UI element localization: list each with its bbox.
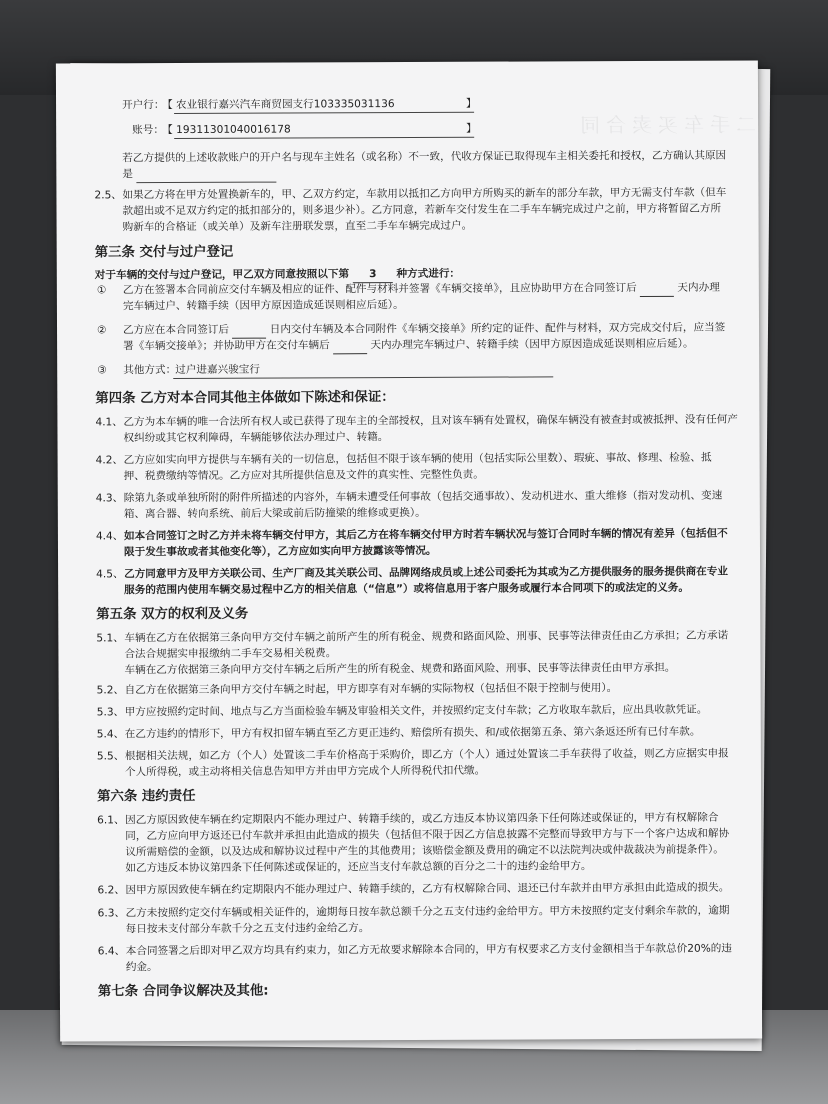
clause-4-5-line1: 乙方同意甲方及甲方关联公司、生产厂商及其关联公司、品牌网络成员或上述公司委托为其或为乙方提供服务的服务提供商在专业 xyxy=(124,565,728,581)
article-6-title: 第六条 违约责任 xyxy=(97,788,196,805)
contract-page xyxy=(56,60,762,1041)
clause-number: 5.1、 xyxy=(96,632,124,645)
clause-6-3-line1: 乙方未按照约定交付车辆或相关证件的，逾期每日按车款总额千分之五支付违约金给甲方。甲方未按照约定支付剩余车款的，逾期 xyxy=(125,904,730,920)
option-2-text2-end: 天内办理完车辆过户、转籍手续（因甲方原因造成延误则相应后延）。 xyxy=(370,337,694,352)
clause-number: 4.1、 xyxy=(95,416,123,429)
option-1-line1 xyxy=(123,281,720,300)
clause-5-2-line1: 自乙方在依据第三条向甲方交付车辆之时起，甲方即享有对车辆的实际物权（包括但不限于控制与使用）。 xyxy=(124,682,618,697)
clause-6-1-line4: 如乙方违反本协议第四条下任何陈述或保证的，还应当支付车款总额的百分之二十的违约金给甲方。 xyxy=(125,860,592,875)
clause-number: 6.4、 xyxy=(97,945,126,958)
account-note-line1: 若乙方提供的上述收款账户的开户名与现车主姓名（或名称）不一致，代收方保证已取得现车主相关委托和授权，乙方确认其原因 xyxy=(122,149,727,165)
clause-6-1-line2: 同，乙方应向甲方返还已付车款并承担由此造成的损失（包括但不限于因乙方信息披露不完整而导致甲方与下一个客户达成和解协 xyxy=(125,827,730,843)
clause-number: 6.2、 xyxy=(97,884,125,897)
clause-2-5-line2: 款超出或不足双方约定的抵扣部分的，则多退少补）。乙方同意，若新车交付发生在二手车车辆完成过户之前，甲方将暂留乙方所 xyxy=(122,202,722,218)
clause-4-5-line2: 服务的范围内使用车辆交易过程中乙方的相关信息（“信息”）或将信息用于客户服务或履行本合同项下的或法定的义务。 xyxy=(124,581,689,597)
clause-number: 2.5、 xyxy=(94,189,122,202)
article-5-title: 第五条 双方的权利及义务 xyxy=(96,606,249,623)
clause-5-4-line1: 在乙方违约的情形下，甲方有权扣留车辆直至乙方更正违约、赔偿所有损失、和/或依据第五条、第六条返还所有已付车款。 xyxy=(124,725,701,741)
article-4-title: 第四条 乙方对本合同其他主体做如下陈述和保证： xyxy=(95,390,395,407)
bank-close-bracket: 】 xyxy=(466,97,477,110)
option-1-marker: ① xyxy=(96,284,107,297)
reason-underline xyxy=(136,182,276,184)
article-3-title: 第三条 交付与过户登记 xyxy=(94,244,234,261)
show-through-text: 二手车买卖合同 xyxy=(574,112,757,138)
clause-4-4-line2: 限于发生事故或者其他变化等），乙方应如实向甲方披露该等情况。 xyxy=(123,544,437,559)
clause-5-5-line2: 个人所得税，或主动将相关信息告知甲方并由甲方完成个人所得税代扣代缴。 xyxy=(124,764,486,779)
option-1-text-end: 天内办理 xyxy=(677,281,720,294)
option-3-label: 其他方式： xyxy=(123,364,177,377)
clause-6-1-line1: 因乙方原因致使车辆在约定期限内不能办理过户、转籍手续的，或乙方违反本协议第四条下任何陈述或保证的，甲方有权解除合 xyxy=(125,811,719,827)
clause-5-1-line1: 车辆在乙方在依据第三条向甲方交付车辆之前所产生的所有税金、规费和路面风险、刑事、民事等法律责任由乙方承担；乙方承诺 xyxy=(124,629,729,645)
clause-6-4-line2: 约金。 xyxy=(125,961,158,974)
clause-4-3-line1: 除第九条或单独所附的附件所描述的内容外，车辆未遭受任何事故（包括交通事故）、发动机进水、重大维修（指对发动机、变速 xyxy=(123,489,723,505)
clause-6-4-line1: 本合同签署之后即对甲乙双方均具有约束力，如乙方无故要求解除本合同的，甲方有权要求乙方支付金额相当于车款总价20%的违 xyxy=(125,942,732,958)
option-2-blank xyxy=(232,323,266,339)
bank-label: 开户行： xyxy=(122,99,165,112)
clause-number: 4.5、 xyxy=(96,568,124,581)
clause-4-2-line2: 押、税费缴纳等情况。乙方应对其所提供信息及文件的真实性、完整性负责。 xyxy=(123,468,484,483)
clause-5-1-line2: 合法合规据实申报缴纳二手车交易相关税费。 xyxy=(124,647,337,661)
option-1-text: 乙方在签署本合同前应交付车辆及相应的证件、配件与材料并签署《车辆交接单》，且应协助甲方在合同签订后 xyxy=(122,282,637,297)
option-3-marker: ③ xyxy=(97,364,107,377)
clause-5-3-line1: 甲方应按照约定时间、地点与乙方当面检验车辆及审验相关文件，并按照约定支付车款；乙方收取车款后，应出具收款凭证。 xyxy=(124,703,708,719)
option-2-text2: 署《车辆交接单》；并协助甲方在交付车辆后 xyxy=(123,339,330,353)
account-underline xyxy=(174,137,474,139)
option-2-text: 乙方应在本合同签订后 xyxy=(123,323,229,337)
clause-number: 5.4、 xyxy=(96,728,125,741)
option-1-blank xyxy=(640,281,674,297)
clause-4-1-line1: 乙方为本车辆的唯一合法所有权人或已获得了现车主的全部授权，且对该车辆有处置权，确保车辆没有被查封或被抵押、没有任何产 xyxy=(123,413,738,429)
option-3-value: 过户进嘉兴骏宝行 xyxy=(175,363,260,377)
bank-value: 【 农业银行嘉兴汽车商贸园支行103335031136 xyxy=(162,98,395,112)
clause-number: 5.3、 xyxy=(96,706,125,719)
clause-number: 5.2、 xyxy=(96,684,125,697)
bank-underline xyxy=(174,112,474,114)
clause-number: 4.2、 xyxy=(95,454,124,467)
option-2-marker: ② xyxy=(97,324,107,337)
option-1-line2: 完车辆过户、转籍手续（因甲方原因造成延误则相应后延）。 xyxy=(122,299,404,313)
option-2-text-end: 日内交付车辆及本合同附件《车辆交接单》所约定的证件、配件与材料，双方完成交付后，应当签 xyxy=(269,321,726,336)
article-7-title: 第七条 合同争议解决及其他: xyxy=(97,983,269,1000)
account-note-line2: 是 xyxy=(122,168,133,181)
clause-number: 4.3、 xyxy=(95,492,124,505)
clause-6-1-line3: 议所需赔偿的金额，以及达成和解协议过程中产生的其他费用；该赔偿金额及费用的确定不以法院判决或仲裁裁决为前提条件）。 xyxy=(125,843,724,859)
clause-2-5-line1: 如果乙方将在甲方处置换新车的，甲、乙双方约定，车款用以抵扣乙方向甲方所购买的新车的部分车款，甲方无需支付车款（但车 xyxy=(122,186,727,202)
option-2-line2 xyxy=(123,337,694,355)
art3-option-value: 3 xyxy=(353,267,393,283)
account-label: 账号： xyxy=(132,124,164,137)
clause-number: 6.3、 xyxy=(97,907,126,920)
clause-number: 4.4、 xyxy=(95,530,124,543)
clause-4-4-line1: 如本合同签订之时乙方并未将车辆交付甲方，其后乙方在将车辆交付甲方时若车辆状况与签订合同时车辆的情况有差异（包括但不 xyxy=(123,527,728,543)
clause-4-3-line2: 箱、离合器、转向系统、前后大梁或前后防撞梁的维修或更换）。 xyxy=(123,506,426,521)
art3-intro-text-end: 种方式进行： xyxy=(396,267,461,281)
clause-2-5-line3: 购新车的合格证（或关单）及新车注册联发票，直至二手车车辆完成过户。 xyxy=(122,219,473,234)
clause-4-1-line2: 权纠纷或其它权利障碍，车辆能够依法办理过户、转籍。 xyxy=(123,431,389,445)
option-2-blank2 xyxy=(333,338,367,354)
clause-5-5-line1: 根据相关法规，如乙方（个人）处置该二手车价格高于采购价，即乙方（个人）通过处置该二手车获得了收益，则乙方应据实申报 xyxy=(124,747,729,763)
clause-number: 5.5、 xyxy=(96,750,125,763)
art3-intro-text: 对于车辆的交付与过户登记，甲乙双方同意按照以下第 xyxy=(94,268,350,282)
clause-6-2-line1: 因甲方原因致使车辆在约定期限内不能办理过户、转籍手续的，乙方有权解除合同、退还已付车款并由甲方承担由此造成的损失。 xyxy=(125,881,730,897)
clause-6-3-line2: 每日按未支付部分车款千分之五支付违约金给乙方。 xyxy=(125,922,370,936)
clause-number: 6.1、 xyxy=(97,814,125,827)
account-close-bracket: 】 xyxy=(466,122,477,135)
clause-5-1-line3: 车辆在乙方依据第三条向甲方交付车辆之后所产生的所有税金、规费和路面风险、刑事、民事等法律责任由甲方承担。 xyxy=(124,661,676,677)
account-value: 【 19311301040016178 xyxy=(162,123,291,137)
clause-4-2-line1: 乙方应如实向甲方提供与车辆有关的一切信息，包括但不限于该车辆的使用（包括实际公里数）、瑕疵、事故、修理、检验、抵 xyxy=(123,451,712,467)
